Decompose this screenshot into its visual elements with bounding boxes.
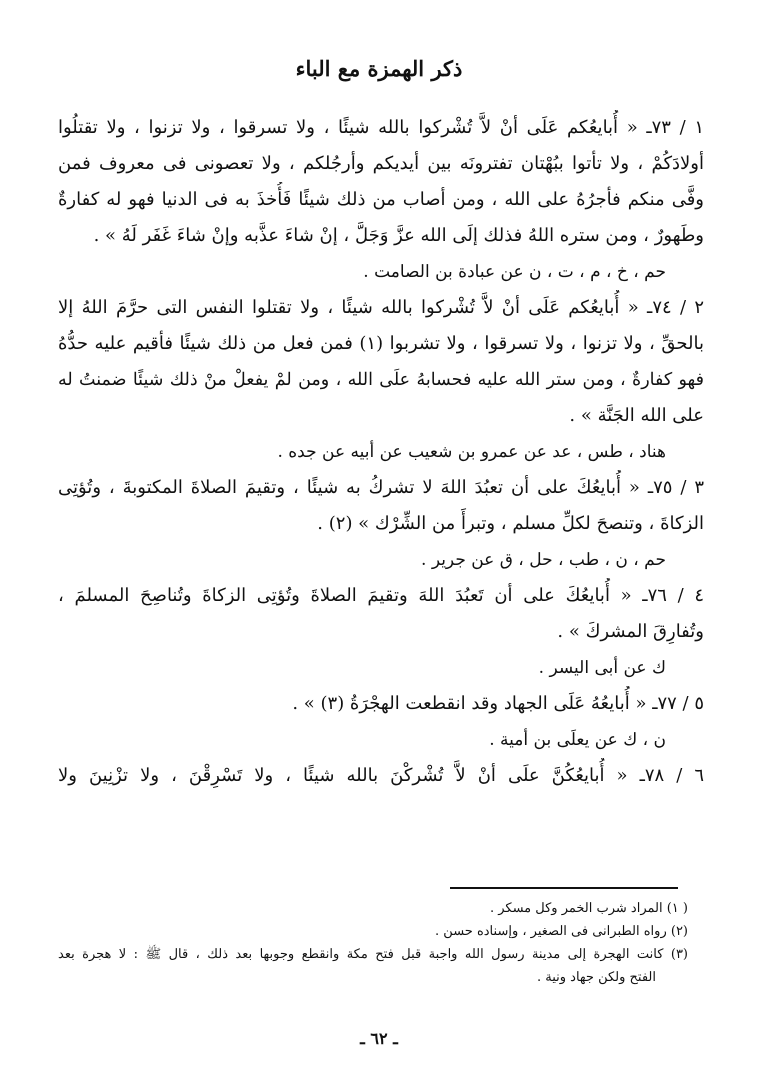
hadith-78-line-1: ٦ / ٧٨ـ « أُبايعُكُنَّ علَى أنْ لاَّ تُشْركْنَ بالله شيئًا ، ولا تَسْرِقْنَ ، ولا تزْنِينَ ولا (58, 765, 704, 786)
hadith-text (58, 110, 704, 794)
footnote-3-continuation: الفتح ولكن جهاد ونية . (536, 970, 656, 985)
hadith-76-source: ك عن أبى اليسر . (538, 658, 666, 678)
hadith-74-line-3: فهو كفارةٌ ، ومن ستر الله عليه فحسابهُ علَى الله ، ومن لمْ يفعلْ منْ ذلك شيئًا ضمنتُ له (58, 370, 704, 390)
hadith-74-line-2: بالحقِّ ، ولا تزنوا ، ولا تسرقوا ، ولا تشربوا (١) فمن فعل من ذلك شيئًا فأقيم عليه حدُّهُ (58, 333, 704, 354)
hadith-77-source: ن ، ك عن يعلَى بن أمية . (489, 730, 666, 750)
page-number: ـ ٦٢ ـ (360, 1029, 398, 1048)
hadith-76-line-2: وتُفارِقَ المشركَ » . (557, 621, 704, 642)
hadith-73-line-2: أولادَكُمْ ، ولا تأتوا ببُهْتان تفترونَه بين أيديكم وأرجُلكم ، ولا تعصونى فى معروف فمن (58, 153, 704, 174)
hadith-75-line-1: ٣ / ٧٥ـ « أُبايعُكَ على أن تعبُدَ اللهَ لا تشركُ به شيئًا ، وتقيمَ الصلاةَ المكتوبةَ ، وتُؤتِى (58, 477, 704, 498)
hadith-75-source: حم ، ن ، طب ، حل ، ق عن جرير . (421, 550, 666, 570)
hadith-74-source: هناد ، طس ، عد عن عمرو بن شعيب عن أبيه عن جده . (277, 442, 666, 462)
footnote-3: (٣) كانت الهجرة إلى مدينة رسول الله واجبة قبل فتح مكة وانقطع وجوبها بعد ذلك ، قال ﷺ : لا هجرة بعد (58, 947, 688, 962)
footnotes (58, 897, 688, 989)
hadith-73-line-1: ١ / ٧٣ـ « أُبايعُكم عَلَى أنْ لاَّ تُشْركوا بالله شيئًا ، ولا تسرقوا ، ولا تزنوا ، ولا تقتلُوا (58, 117, 704, 138)
hadith-73-line-4: وطَهورٌ ، ومن ستره اللهُ فذلك إلَى الله عزَّ وَجَلَّ ، إنْ شاءَ عذَّبه وإنْ شاءَ غَفَر لَهُ » . (93, 225, 704, 246)
hadith-73-line-3: وفَّى منكم فأجرُهُ على الله ، ومن أصاب من ذلك شيئًا فَأُخذَ به فى الدنيا فهو له كفارةٌ (58, 189, 704, 210)
hadith-75-line-2: الزكاةَ ، وتنصحَ لكلِّ مسلم ، وتبرأَ من الشِّرْك » (٢) . (317, 513, 704, 534)
footnote-1: ( ١) المراد شرب الخمر وكل مسكر . (489, 901, 688, 916)
hadith-77-line-1: ٥ / ٧٧ـ « أُبايعُهُ عَلَى الجهاد وقد انقطعت الهجْرَةُ (٣) » . (292, 693, 704, 714)
footnote-2: (٢) رواه الطبرانى فى الصغير ، وإسناده حسن . (435, 924, 688, 939)
hadith-76-line-1: ٤ / ٧٦ـ « أُبايعُكَ على أن تَعبُدَ اللهَ وتقيمَ الصلاةَ وتُؤتِى الزكاةَ وتُناصِحَ المسلمَ ، (58, 585, 704, 606)
page-title: ذكر الهمزة مع الباء (295, 56, 463, 81)
hadith-74-line-1: ٢ / ٧٤ـ « أُبايعُكم عَلَى أنْ لاَّ تُشْركوا بالله شيئًا ، ولا تقتلوا النفس التى حرَّمَ اللهُ إلا (58, 297, 704, 318)
hadith-73-source: حم ، خ ، م ، ت ، ن عن عبادة بن الصامت . (363, 262, 666, 282)
footnote-divider (450, 887, 678, 889)
hadith-74-line-4: على الله الجَنَّة » . (569, 405, 704, 426)
